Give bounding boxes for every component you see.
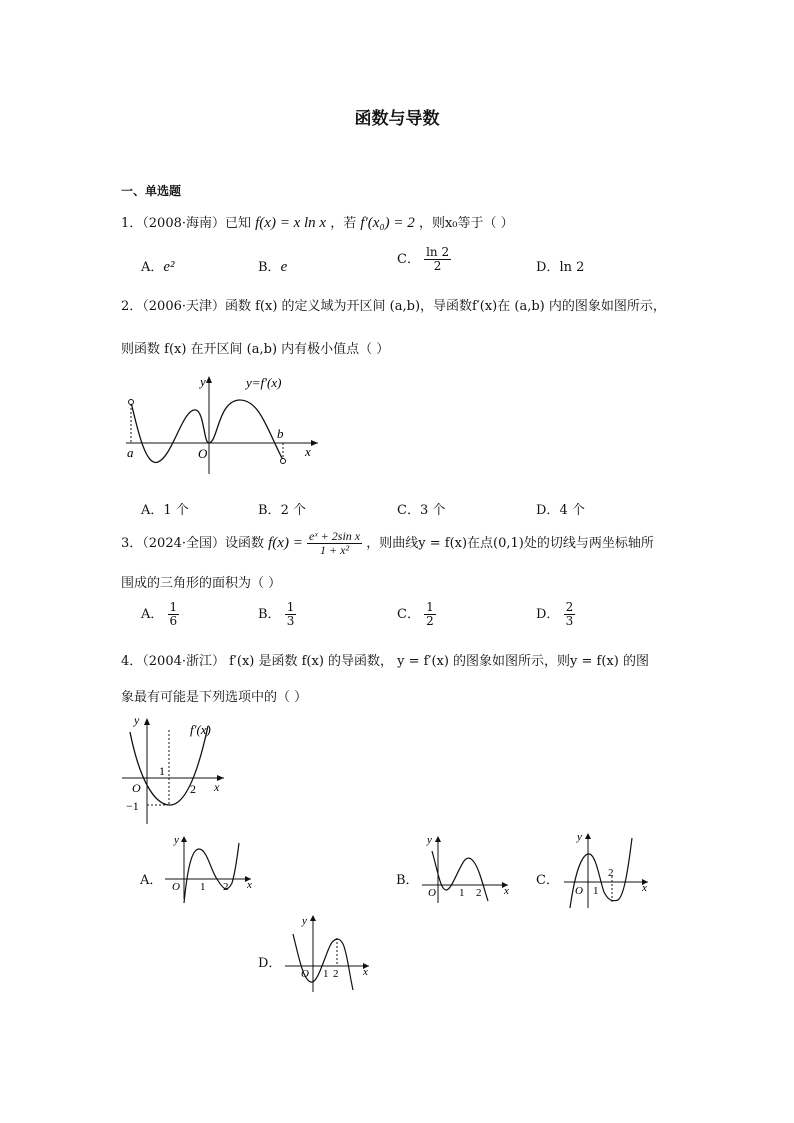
svg-text:x: x <box>504 885 509 897</box>
q4-option-d[interactable]: D． <box>258 956 282 971</box>
q3-option-c[interactable]: C． $\frac{1}{2}$ <box>397 600 434 628</box>
a-label: a <box>127 445 134 460</box>
q1-option-c[interactable] <box>397 246 451 273</box>
q3-prefix: 3．（2024·全国）设函数 <box>121 536 264 551</box>
svg-text:y: y <box>427 834 432 846</box>
svg-text:x: x <box>642 882 647 894</box>
q3-option-b[interactable]: B． $\frac{1}{3}$ <box>258 600 295 628</box>
question-4-line-1: 4．（2004·浙江） f′(x) 是函数 f(x) 的导函数， y = f′(x) 的图象如图所示，则y = f(x) 的图 <box>121 654 649 669</box>
q2-option-a[interactable]: A．1 个 <box>141 503 189 518</box>
option-curve <box>293 934 353 990</box>
option-letter: B． <box>258 260 281 275</box>
option-letter: D． <box>536 260 560 275</box>
y-axis-arrow <box>310 915 316 921</box>
q1-tail: ，则x₀等于（ ） <box>418 216 514 231</box>
q4-option-d-graph[interactable] <box>283 912 383 992</box>
page-title: 函数与导数 <box>354 109 440 129</box>
y-axis-arrow <box>144 718 150 725</box>
svg-text:1: 1 <box>323 968 329 980</box>
curve-label: f′(x) <box>190 722 211 737</box>
q1-mid: ，若 <box>330 216 357 231</box>
question-3-line-2: 围成的三角形的面积为（ ） <box>121 576 282 591</box>
option-letter: C． <box>397 252 420 267</box>
x-label: x <box>214 780 220 794</box>
q2-option-d[interactable]: D．4 个 <box>536 503 585 518</box>
svg-text:O: O <box>428 887 436 899</box>
section-heading: 一、单选题 <box>121 184 182 198</box>
svg-text:x: x <box>247 879 252 891</box>
svg-text:1: 1 <box>593 885 599 897</box>
q4-option-b[interactable]: B． <box>396 873 419 888</box>
y-axis-arrow <box>585 833 591 839</box>
option-curve <box>184 843 239 903</box>
q1-option-a[interactable] <box>141 256 175 276</box>
q1-function: f(x) = x ln x <box>255 215 327 231</box>
q4-option-b-graph[interactable] <box>420 833 520 903</box>
y-axis-arrow <box>206 376 212 383</box>
tick-2: 2 <box>190 782 196 796</box>
option-value: e <box>280 259 288 275</box>
svg-text:O: O <box>172 881 180 893</box>
question-1-stem <box>121 212 514 232</box>
q3-function-fraction: $\frac{\text{eˣ + 2sin x}}{\text{1 + x²}}$ <box>308 529 361 557</box>
q3-option-d[interactable]: D． $\frac{2}{3}$ <box>536 600 574 628</box>
option-letter: A． <box>141 260 164 275</box>
option-fraction: $\frac{\ln 2}{2}$ <box>426 245 450 273</box>
q2-option-c[interactable]: C．3 个 <box>397 503 446 518</box>
parabola-curve <box>130 726 208 805</box>
x-label: x <box>305 444 311 459</box>
question-3-line-1 <box>121 530 654 557</box>
tick-1: 1 <box>159 764 165 778</box>
svg-text:x: x <box>363 966 368 978</box>
q3-function-lhs: f(x) = <box>268 535 303 551</box>
svg-text:y: y <box>577 831 582 843</box>
y-axis-arrow <box>435 836 441 842</box>
option-curve <box>570 838 632 908</box>
svg-text:2: 2 <box>223 881 229 893</box>
y-axis-arrow <box>181 836 187 842</box>
open-endpoint-a <box>129 400 134 405</box>
q3-tail: ，则曲线y = f(x)在点(0,1)处的切线与两坐标轴所 <box>366 536 654 551</box>
svg-text:2: 2 <box>476 887 482 899</box>
q1-option-d[interactable] <box>536 256 584 275</box>
q2-derivative-graph <box>118 372 338 482</box>
origin-label: O <box>132 781 141 795</box>
svg-text:2: 2 <box>333 968 339 980</box>
q4-option-a[interactable]: A． <box>140 873 163 888</box>
question-4-line-2: 象最有可能是下列选项中的（ ） <box>121 690 308 705</box>
svg-text:y: y <box>302 915 307 927</box>
q4-option-c-graph[interactable] <box>562 830 662 910</box>
open-endpoint-b <box>281 459 286 464</box>
q4-option-c[interactable]: C． <box>536 873 559 888</box>
q1-prefix: 1．（2008·海南）已知 <box>121 216 251 231</box>
b-label: b <box>277 426 284 441</box>
curve-label: y=f′(x) <box>246 375 282 390</box>
q4-derivative-graph <box>120 712 250 827</box>
svg-text:y: y <box>174 834 179 846</box>
q4-option-a-graph[interactable] <box>163 833 263 903</box>
tick-neg1: −1 <box>126 799 139 813</box>
option-value: e² <box>163 259 175 275</box>
q1-condition: f′(x₀) = 2 <box>360 215 415 231</box>
y-label: y <box>200 374 206 389</box>
svg-text:O: O <box>301 968 309 980</box>
x-axis-arrow <box>311 440 318 446</box>
question-2-line-2: 则函数 f(x) 在开区间 (a,b) 内有极小值点（ ） <box>121 342 390 357</box>
q3-option-a[interactable]: A． $\frac{1}{6}$ <box>141 600 178 628</box>
q2-option-b[interactable]: B．2 个 <box>258 503 306 518</box>
q1-option-b[interactable] <box>258 256 287 276</box>
svg-text:1: 1 <box>459 887 465 899</box>
svg-text:1: 1 <box>200 881 206 893</box>
y-label: y <box>134 713 140 727</box>
question-2-line-1: 2．（2006·天津）函数 f(x) 的定义域为开区间 (a,b)，导函数f′(x)在 (a,b) 内的图象如图所示， <box>121 299 666 314</box>
svg-text:2: 2 <box>608 867 614 879</box>
option-value: ln 2 <box>559 260 585 275</box>
origin-label: O <box>198 446 208 461</box>
svg-text:O: O <box>575 885 583 897</box>
